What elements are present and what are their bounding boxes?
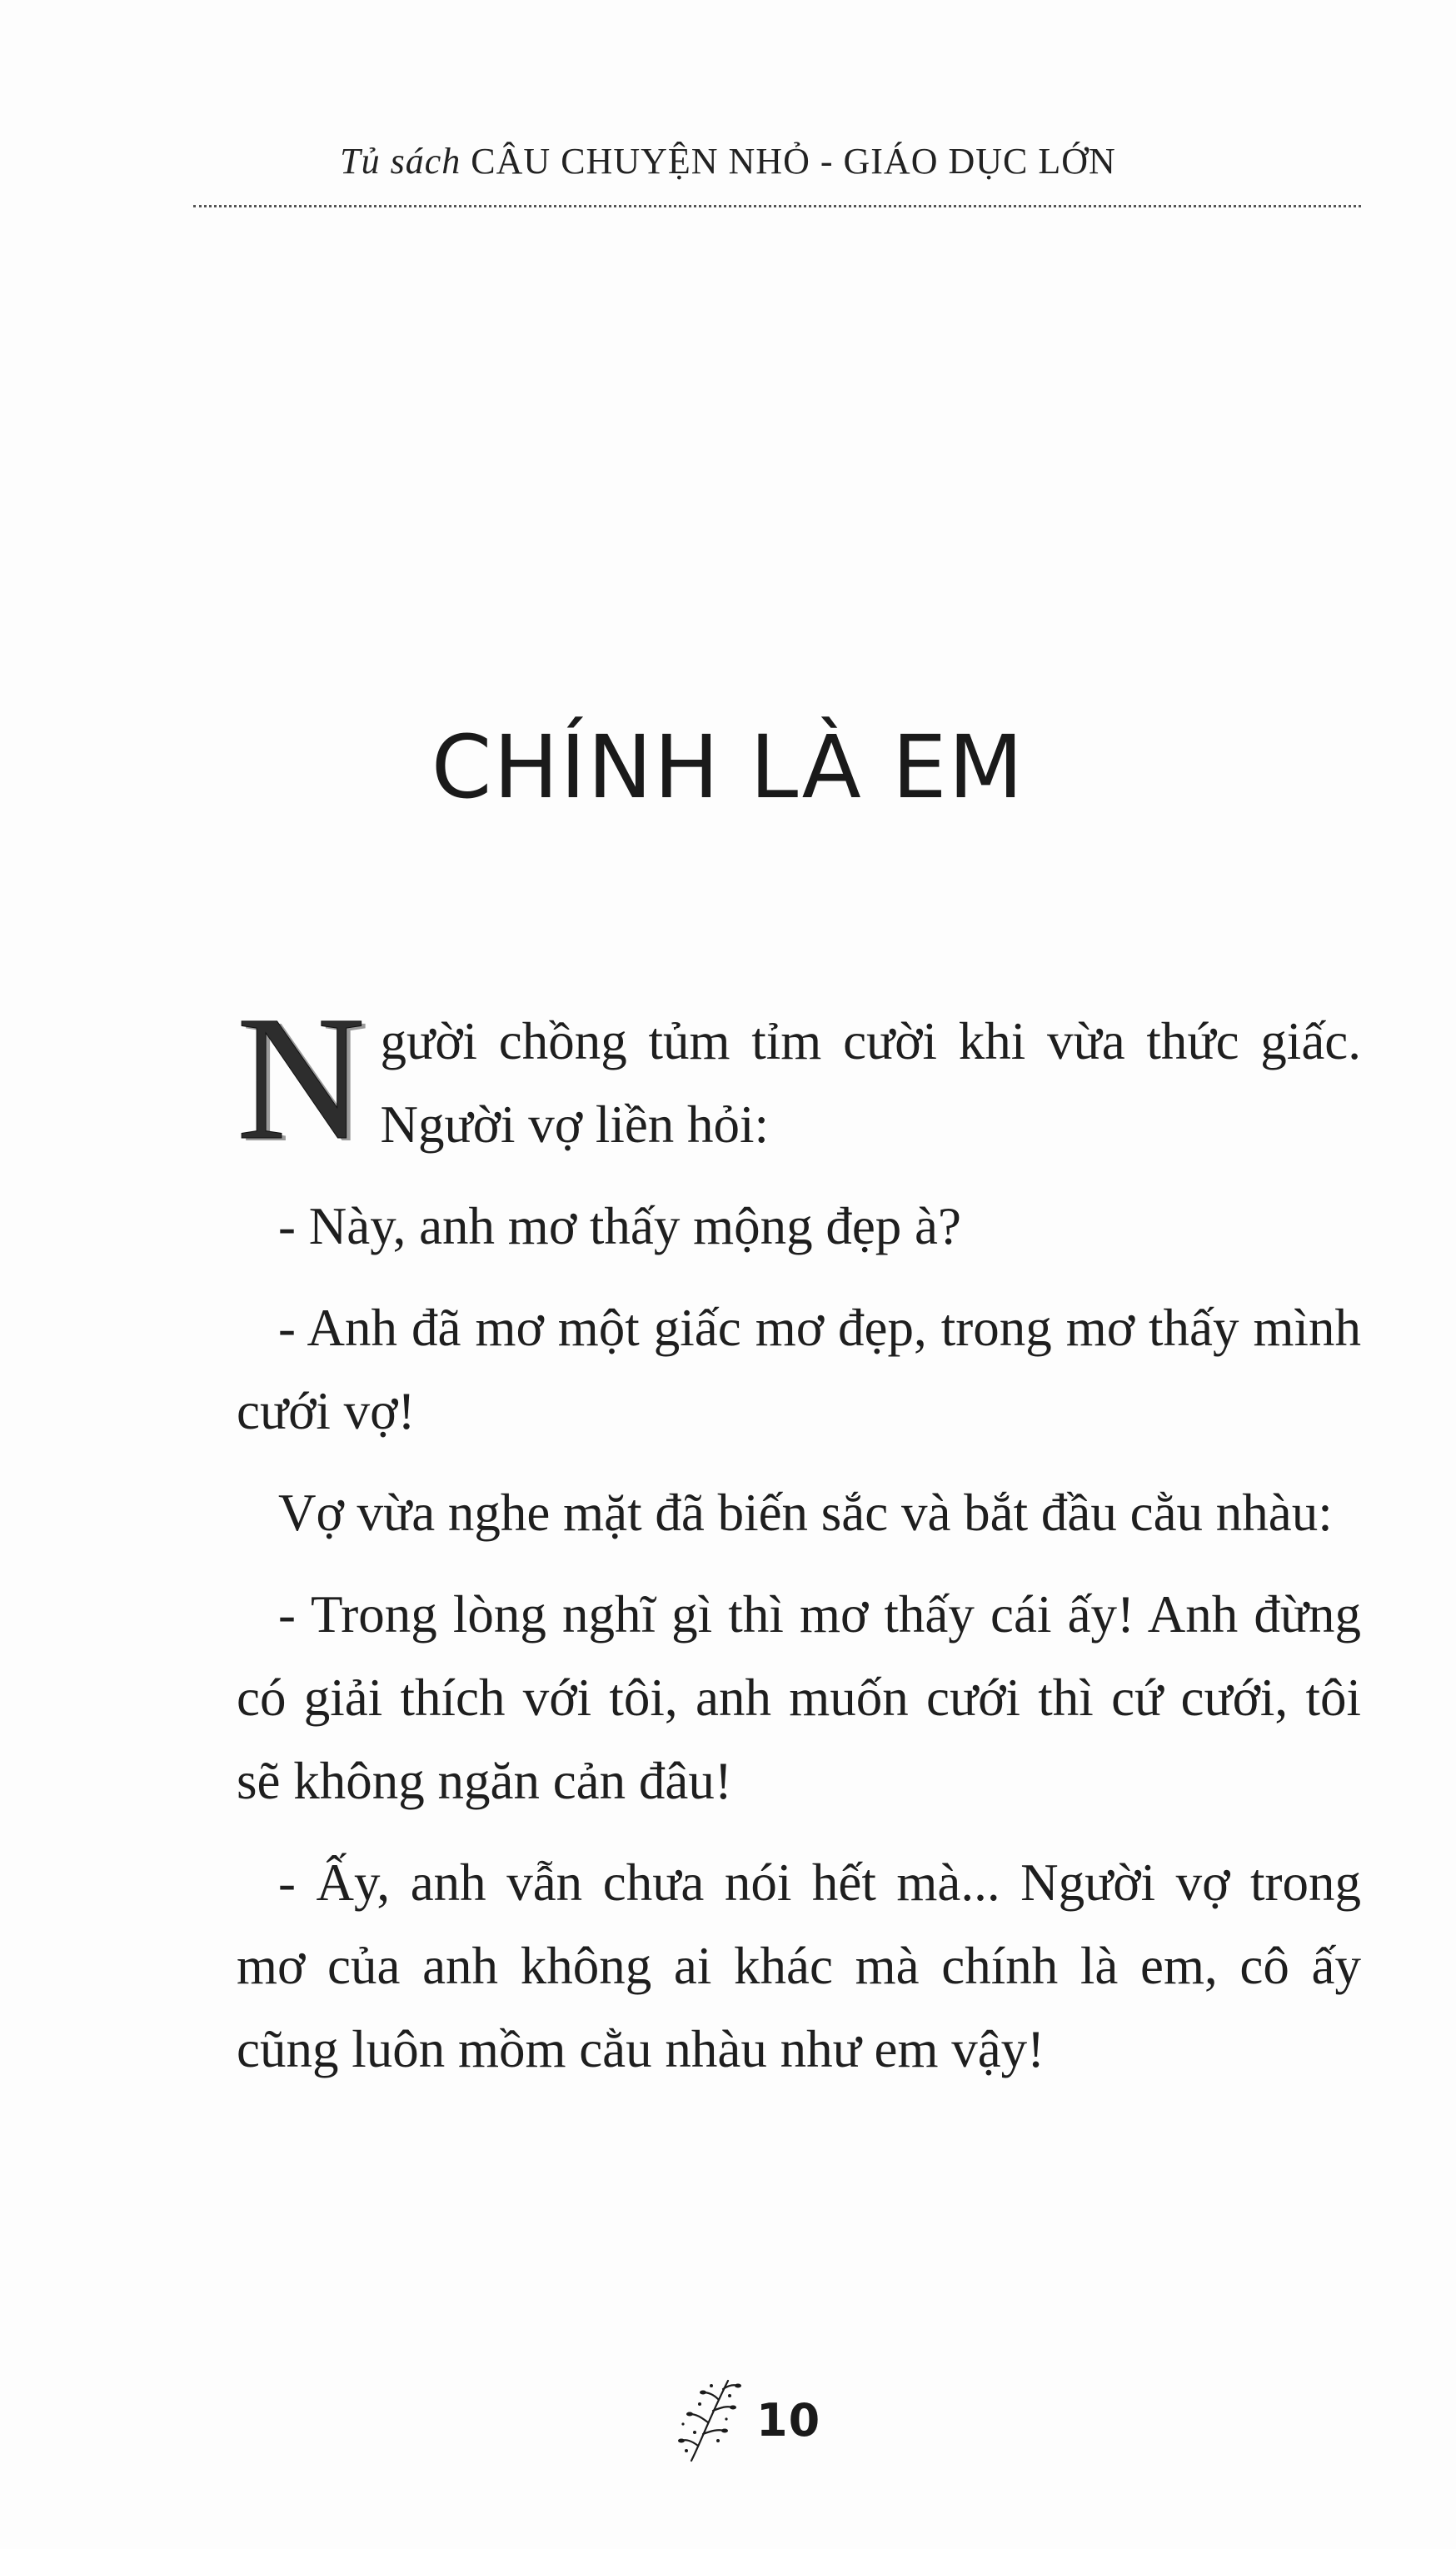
- story-body: [237, 980, 1361, 2109]
- drop-cap: N: [237, 980, 366, 1177]
- page-number: 10: [756, 2393, 821, 2447]
- paragraph-6: - Ấy, anh vẫn chưa nói hết mà... Người vợ trong mơ của anh không ai khác mà chính là em, cô ấy cũng luôn mồm cằu nhàu như em vậy!: [237, 1853, 1361, 2078]
- story-title: CHÍNH LÀ EM: [431, 716, 1025, 818]
- paragraph-4: Vợ vừa nghe mặt đã biến sắc và bắt đầu cằu nhàu:: [278, 1484, 1333, 1542]
- series-name: CÂU CHUYỆN NHỎ - GIÁO DỤC LỚN: [471, 141, 1116, 182]
- paragraph-2: - Này, anh mơ thấy mộng đẹp à?: [278, 1197, 961, 1255]
- series-header: [0, 140, 1456, 182]
- paragraph-5: - Trong lòng nghĩ gì thì mơ thấy cái ấy! Anh đừng có giải thích với tôi, anh muốn cưới thì cứ cưới, tôi sẽ không ngăn cản đâu!: [237, 1585, 1361, 1810]
- branch-icon: [675, 2374, 745, 2466]
- paragraph-1-text: gười chồng tủm tỉm cười khi vừa thức giấc. Người vợ liền hỏi:: [380, 1012, 1361, 1154]
- paragraph-1: [237, 980, 1361, 1177]
- page-footer: [675, 2374, 820, 2466]
- series-prefix: Tủ sách: [340, 141, 461, 182]
- header-dotted-rule: [193, 205, 1361, 207]
- paragraph-3: - Anh đã mơ một giấc mơ đẹp, trong mơ thấy mình cưới vợ!: [237, 1299, 1361, 1440]
